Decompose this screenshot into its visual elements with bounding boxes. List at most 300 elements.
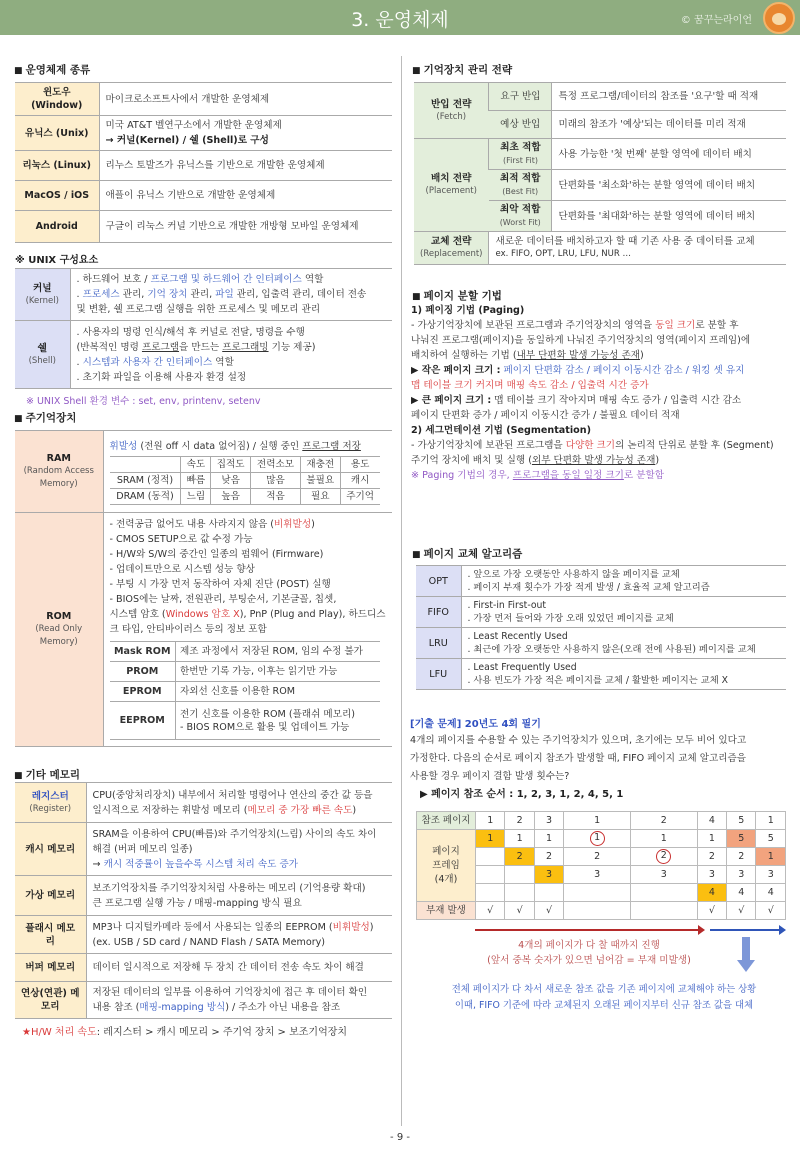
text-line bbox=[110, 439, 387, 454]
text-line bbox=[411, 378, 774, 393]
unix-row bbox=[15, 321, 392, 389]
strategy-item-name: 최적 적합 bbox=[500, 173, 541, 184]
frame-value: 1 bbox=[767, 851, 774, 862]
strategy-group-sub: (Replacement) bbox=[420, 249, 483, 259]
fault-cell: √ bbox=[505, 902, 534, 920]
red-arrow-icon bbox=[475, 929, 703, 931]
rich-text bbox=[77, 325, 387, 385]
text-line bbox=[93, 960, 387, 975]
section-os-types: ■ 운영체제 종류 bbox=[14, 62, 90, 77]
strategy-item-desc: 사용 가능한 '첫 번째' 분할 영역에 데이터 배치 bbox=[552, 139, 786, 170]
rom-type-name: Mask ROM bbox=[110, 642, 176, 662]
text-line bbox=[110, 532, 387, 547]
page-header bbox=[0, 0, 800, 35]
rom-type-name: EPROM bbox=[110, 682, 176, 702]
text-line bbox=[93, 881, 387, 896]
text-segment: 동일 크기 bbox=[655, 320, 696, 331]
text-segment: 2) 세그먼테이션 기법 (Segmentation) bbox=[411, 425, 591, 436]
frame-cell bbox=[697, 866, 726, 884]
rich-text bbox=[110, 439, 387, 454]
text-segment: 역할 bbox=[301, 274, 324, 285]
text-segment: - H/W와 S/W의 중간인 일종의 펌웨어 (Firmware) bbox=[109, 549, 324, 560]
text-segment: 프로그래밍 bbox=[222, 341, 269, 353]
exam-q3: 사용할 경우 페이지 결함 발생 횟수는? bbox=[410, 771, 570, 782]
rom-type-row bbox=[110, 682, 380, 702]
text-segment: 내부 단편화 발생 가능성 존재 bbox=[516, 350, 640, 361]
fault-cell: √ bbox=[697, 902, 726, 920]
text-segment: CPU(중앙처리장치) 내부에서 처리할 명령어나 연산의 중간 값 등을 bbox=[92, 789, 373, 801]
other-memory-row bbox=[15, 982, 392, 1019]
frame-value: 2 bbox=[546, 851, 553, 862]
algorithm-row bbox=[416, 597, 786, 628]
text-segment: ) bbox=[352, 804, 357, 816]
strategy-item-name: 예상 반입 bbox=[500, 119, 541, 130]
rich-text bbox=[93, 960, 387, 975]
frame-row bbox=[417, 830, 786, 848]
text-line bbox=[411, 393, 774, 408]
frame-value: 4 bbox=[767, 887, 774, 898]
frame-value: 3 bbox=[594, 869, 601, 880]
text-line bbox=[77, 340, 387, 355]
algorithm-row bbox=[416, 659, 786, 690]
text-line bbox=[22, 1025, 347, 1040]
text-line bbox=[77, 325, 387, 340]
strategy-row bbox=[414, 139, 786, 170]
rom-type-row bbox=[110, 662, 380, 682]
ram-table-cell: DRAM (동적) bbox=[110, 488, 181, 504]
ref-cell: 1 bbox=[756, 812, 786, 830]
text-line bbox=[93, 935, 387, 950]
algorithm-line1: . Least Recently Used bbox=[467, 631, 568, 642]
text-line bbox=[93, 827, 387, 842]
text-line bbox=[93, 896, 387, 911]
frame-cell bbox=[564, 848, 631, 866]
circled-value: 1 bbox=[590, 831, 605, 846]
algorithm-name: OPT bbox=[416, 566, 461, 597]
text-segment: - BIOS에는 날짜, 전원관리, 부팅순서, 기본글꼴, 칩셋, bbox=[109, 594, 337, 605]
text-segment: 을 만드는 bbox=[179, 341, 223, 353]
frame-cell bbox=[630, 848, 697, 866]
ref-cell: 1 bbox=[476, 812, 505, 830]
text-segment: 일시적으로 저장하는 휘발성 메모리 ( bbox=[92, 804, 248, 816]
ram-row bbox=[15, 431, 392, 513]
strategy-group-name: 교체 전략 bbox=[431, 236, 472, 247]
text-line bbox=[106, 92, 387, 107]
strategy-item-sub: (Best Fit) bbox=[502, 187, 539, 196]
algorithm-line2: . 페이지 부재 횟수가 가장 적게 발생 / 효율적 교체 알고리즘 bbox=[467, 582, 710, 593]
text-segment: ) bbox=[369, 921, 374, 933]
other-memory-row bbox=[15, 916, 392, 954]
text-segment: (전원 off 시 data 없어짐) / 실행 중인 bbox=[137, 440, 303, 452]
ram-label: RAM bbox=[46, 453, 71, 464]
unix-sub: (Kernel) bbox=[25, 295, 59, 306]
ram-table-cell: 낮음 bbox=[211, 472, 251, 488]
section-other-memory: ■ 기타 메모리 bbox=[14, 767, 80, 782]
ram-table-header: 속도 bbox=[181, 456, 211, 472]
text-line bbox=[106, 133, 387, 148]
text-line bbox=[106, 118, 387, 133]
blue-note-1: 전체 페이지가 다 차서 새로운 참조 값을 기존 페이지에 교체해야 하는 상황 bbox=[451, 984, 757, 995]
rich-text bbox=[106, 92, 387, 107]
text-segment: ) / 주소가 아닌 내용을 참조 bbox=[225, 1002, 341, 1013]
os-name: 리눅스 (Linux) bbox=[15, 151, 99, 181]
text-segment: - CMOS SETUP으로 값 수정 가능 bbox=[109, 534, 253, 545]
text-segment: 시스템과 사용자 간 인터페이스 bbox=[82, 356, 213, 368]
text-segment: 및 변환, 쉘 프로그램 실행을 위한 프로세스 및 메모리 관리 bbox=[76, 304, 321, 315]
frame-cell bbox=[534, 830, 563, 848]
text-line bbox=[411, 468, 774, 483]
os-table bbox=[15, 82, 392, 243]
lion-logo-icon bbox=[763, 2, 795, 34]
text-segment: 내용 참조 ( bbox=[92, 1002, 140, 1013]
frame-cell bbox=[476, 866, 505, 884]
text-segment: . 사용자의 명령 인식/해석 후 커널로 전달, 명령을 수행 bbox=[76, 326, 305, 338]
ram-sub: (Random Access Memory) bbox=[23, 466, 94, 489]
strategy-item-desc: 단편화를 '최소화'하는 분할 영역에 데이터 배치 bbox=[552, 170, 786, 201]
text-segment: 마이크로소프트사에서 개발한 운영체제 bbox=[105, 93, 270, 105]
frame-cell bbox=[534, 884, 563, 902]
text-segment: 주기억 장치에 배치 및 실행 ( bbox=[411, 455, 532, 466]
down-arrow-head-icon bbox=[737, 960, 755, 972]
strategy-item-sub: (First Fit) bbox=[502, 156, 538, 165]
frame-label: 페이지 bbox=[432, 845, 460, 857]
unix-heading: ※ UNIX 구성요소 bbox=[15, 255, 99, 266]
rom-type-desc: 한번만 기록 가능, 이후는 읽기만 가능 bbox=[180, 666, 338, 677]
rich-text bbox=[106, 118, 387, 148]
text-segment: 관리, 입출력 관리, 데이터 전송 bbox=[233, 289, 367, 300]
rom-sub: (Read Only Memory) bbox=[35, 624, 83, 647]
text-segment: ) bbox=[311, 519, 315, 530]
text-line bbox=[106, 158, 387, 173]
text-line bbox=[106, 188, 387, 203]
text-line bbox=[93, 985, 387, 1000]
frame-value: 2 bbox=[708, 851, 715, 862]
paging-text bbox=[411, 303, 774, 483]
frame-cell bbox=[697, 848, 726, 866]
text-line bbox=[411, 363, 774, 378]
text-line bbox=[77, 302, 387, 317]
strategy-item-name: 최초 적합 bbox=[500, 142, 541, 153]
exam-sequence: ▶ 페이지 참조 순서 : 1, 2, 3, 1, 2, 4, 5, 1 bbox=[420, 789, 624, 800]
ram-table-cell: 캐시 bbox=[340, 472, 379, 488]
text-segment: 구글이 리눅스 커널 기반으로 개발한 개방형 모바일 운영체제 bbox=[105, 221, 359, 232]
text-segment: 데이터 일시적으로 저장해 두 장치 간 데이터 전송 속도 차이 해결 bbox=[92, 962, 364, 973]
text-line bbox=[77, 287, 387, 302]
strategy-item-sub: (Worst Fit) bbox=[499, 218, 541, 227]
frame-value: 2 bbox=[516, 851, 523, 862]
rich-text bbox=[110, 517, 387, 637]
text-segment: ) bbox=[640, 350, 644, 361]
algorithm-line2: . 사용 빈도가 가장 적은 페이지를 교체 / 활발한 페이지는 교체 X bbox=[467, 675, 729, 686]
memory-name: 레지스터 bbox=[31, 790, 69, 802]
text-line bbox=[93, 803, 387, 818]
text-line bbox=[110, 517, 387, 532]
frame-value: 3 bbox=[708, 869, 715, 880]
text-segment: 다양한 크기 bbox=[565, 440, 616, 451]
unix-name: 쉘 bbox=[37, 342, 47, 354]
rich-text bbox=[106, 158, 387, 173]
rom-type-row bbox=[110, 642, 380, 662]
os-name: MacOS / iOS bbox=[15, 181, 99, 211]
frame-value: 2 bbox=[594, 851, 601, 862]
text-line bbox=[110, 577, 387, 592]
rom-type-desc: 자외선 신호를 이용한 ROM bbox=[180, 686, 296, 697]
column-divider bbox=[401, 56, 402, 1126]
text-segment: MP3나 디지털카메라 등에서 사용되는 일종의 EEPROM ( bbox=[92, 921, 333, 933]
rich-text bbox=[93, 788, 387, 818]
page-number: - 9 - bbox=[390, 1132, 410, 1143]
text-line bbox=[411, 423, 774, 438]
os-row bbox=[15, 83, 392, 116]
ram-table-header: 전력소모 bbox=[251, 456, 301, 472]
ref-cell: 1 bbox=[564, 812, 631, 830]
frame-label: 프레임 bbox=[432, 859, 460, 871]
frame-cell bbox=[534, 848, 563, 866]
text-segment: 페이지 단편화 증가 / 페이지 이동시간 증가 / 불필요 데이터 적재 bbox=[411, 410, 680, 421]
frame-value: 1 bbox=[708, 833, 715, 844]
frame-value: 2 bbox=[738, 851, 745, 862]
text-line bbox=[110, 607, 387, 622]
frame-value: 1 bbox=[546, 833, 553, 844]
frame-cell bbox=[756, 830, 786, 848]
text-segment: 리누스 토발즈가 유닉스를 기반으로 개발한 운영체제 bbox=[105, 160, 325, 171]
frame-cell bbox=[476, 884, 505, 902]
text-segment: Windows 암호 X bbox=[165, 609, 240, 620]
frame-cell bbox=[505, 848, 534, 866]
ram-table-cell: 필요 bbox=[300, 488, 340, 504]
ram-table-header bbox=[110, 456, 181, 472]
strategy-desc: 새로운 데이터를 배치하고자 할 때 기존 사용 중 데이터를 교체 bbox=[495, 236, 755, 247]
frame-cell bbox=[630, 866, 697, 884]
other-memory-row bbox=[15, 954, 392, 982]
text-segment: - 가상기억장치에 보관된 프로그램과 주기억장치의 영역을 bbox=[411, 320, 656, 331]
unix-row bbox=[15, 269, 392, 321]
ref-cell: 5 bbox=[727, 812, 756, 830]
unix-name: 커널 bbox=[32, 282, 52, 294]
unix-sub: (Shell) bbox=[28, 355, 56, 366]
frame-value: 1 bbox=[516, 833, 523, 844]
down-arrow-icon bbox=[742, 937, 750, 961]
memory-name: 플래시 메모리 bbox=[25, 922, 76, 947]
text-line bbox=[110, 562, 387, 577]
text-segment: → bbox=[92, 858, 104, 870]
strategy-row bbox=[414, 232, 786, 265]
page-title: 3. 운영체제 bbox=[351, 9, 449, 31]
sram-dram-table bbox=[110, 456, 380, 505]
text-segment: ), PnP (Plug and Play), 하드디스 bbox=[239, 609, 386, 620]
frame-value: 1 bbox=[660, 833, 667, 844]
text-line bbox=[93, 1000, 387, 1015]
frame-cell bbox=[564, 884, 631, 902]
memory-name: 버퍼 메모리 bbox=[25, 962, 76, 973]
section-main-memory: ■ 주기억장치 bbox=[14, 410, 76, 425]
text-segment: 프로그램 저장 bbox=[302, 440, 361, 452]
other-memory-row bbox=[15, 876, 392, 916]
text-segment: 기능 제공) bbox=[268, 341, 316, 353]
text-segment: 프로그램 bbox=[141, 341, 180, 353]
ram-table-cell: 느림 bbox=[181, 488, 211, 504]
text-line bbox=[411, 303, 774, 318]
rom-type-desc2: - BIOS ROM으로 활용 및 업데이트 가능 bbox=[180, 721, 350, 733]
frame-cell bbox=[727, 830, 756, 848]
text-segment: - 가상기억장치에 보관된 프로그램을 bbox=[411, 440, 566, 451]
memory-name: 가상 메모리 bbox=[25, 890, 76, 901]
text-line bbox=[411, 438, 774, 453]
text-line bbox=[93, 920, 387, 935]
text-segment: 비휘발성 bbox=[332, 921, 370, 933]
strategy-group-sub: (Placement) bbox=[425, 186, 477, 196]
frame-cell bbox=[564, 866, 631, 884]
text-line bbox=[411, 318, 774, 333]
text-segment: ▶ 큰 페이지 크기 : bbox=[411, 395, 492, 406]
ram-table-header: 집적도 bbox=[211, 456, 251, 472]
fault-cell bbox=[564, 902, 631, 920]
rom-type-desc: 제조 과정에서 저장된 ROM, 임의 수정 불가 bbox=[180, 646, 363, 657]
ref-cell: 3 bbox=[534, 812, 563, 830]
text-segment: - 업데이트만으로 시스템 성능 향상 bbox=[109, 564, 255, 575]
algorithm-name: LFU bbox=[416, 659, 461, 690]
text-segment: 외부 단편화 발생 가능성 존재 bbox=[531, 455, 656, 466]
ram-table-cell: SRAM (정적) bbox=[110, 472, 181, 488]
other-memory-row bbox=[15, 823, 392, 876]
text-segment: 휘발성 bbox=[109, 440, 138, 452]
text-segment: 관리, bbox=[119, 289, 148, 300]
text-segment: 해결 (버퍼 메모리 일종) bbox=[92, 843, 193, 855]
other-memory-row bbox=[15, 783, 392, 823]
text-line bbox=[411, 348, 774, 363]
frame-value: 3 bbox=[738, 869, 745, 880]
strategy-desc2: ex. FIFO, OPT, LRU, LFU, NUR … bbox=[495, 249, 631, 259]
unix-shell-note: ※ UNIX Shell 환경 변수 : set, env, printenv, setenv bbox=[26, 396, 261, 407]
rich-text bbox=[77, 272, 387, 317]
fault-cell: √ bbox=[476, 902, 505, 920]
text-segment: - 부팅 시 가장 먼저 동작하여 자체 진단 (POST) 실행 bbox=[109, 579, 331, 590]
strategy-row bbox=[414, 83, 786, 111]
text-segment: 페이지 단편화 감소 / 페이지 이동시간 감소 / 워킹 셋 유지 bbox=[500, 365, 745, 376]
text-line bbox=[77, 272, 387, 287]
os-name: Android bbox=[15, 211, 99, 243]
copyright: © 꿈꾸는라이언 bbox=[680, 15, 752, 26]
other-memory-table bbox=[15, 782, 392, 1019]
fault-cell bbox=[630, 902, 697, 920]
strategy-group-sub: (Fetch) bbox=[436, 111, 467, 122]
rom-types-table bbox=[110, 641, 380, 740]
rom-type-row bbox=[110, 702, 380, 740]
rich-text bbox=[93, 985, 387, 1015]
frame-cell bbox=[505, 866, 534, 884]
frame-cell bbox=[727, 866, 756, 884]
frame-value: 5 bbox=[738, 833, 745, 844]
ref-cell: 4 bbox=[697, 812, 726, 830]
strategy-group-name: 배치 전략 bbox=[431, 173, 472, 184]
fault-cell: √ bbox=[534, 902, 563, 920]
frame-value: 4 bbox=[708, 887, 715, 898]
text-line bbox=[411, 408, 774, 423]
algorithm-line1: . Least Frequently Used bbox=[467, 662, 577, 673]
strategy-item-desc: 단편화를 '최대화'하는 분할 영역에 데이터 배치 bbox=[552, 201, 786, 232]
frame-label: (4개) bbox=[434, 873, 458, 885]
strategy-item-name: 요구 반입 bbox=[500, 91, 541, 102]
exam-q2: 가정한다. 다음의 순서로 페이지 참조가 발생할 때, FIFO 페이지 교체 알고리즘을 bbox=[410, 753, 747, 764]
text-segment: . bbox=[76, 289, 83, 300]
os-row bbox=[15, 116, 392, 151]
memory-sub: (Register) bbox=[29, 803, 72, 814]
circled-value: 2 bbox=[656, 849, 671, 864]
main-memory-table bbox=[15, 430, 392, 747]
rom-type-name: EEPROM bbox=[110, 702, 176, 740]
ref-cell: 2 bbox=[630, 812, 697, 830]
memory-name: 캐시 메모리 bbox=[25, 843, 76, 855]
text-segment: 미국 AT&T 벨연구소에서 개발한 운영체제 bbox=[105, 120, 282, 131]
frame-cell bbox=[534, 866, 563, 884]
text-segment: 비휘발성 bbox=[274, 519, 312, 530]
ram-table-cell: 빠름 bbox=[181, 472, 211, 488]
rich-text bbox=[93, 881, 387, 911]
text-segment: 캐시 적중률이 높을수록 시스템 처리 속도 증가 bbox=[103, 858, 298, 870]
strategy-item-name: 최악 적합 bbox=[500, 204, 541, 215]
frame-cell bbox=[505, 830, 534, 848]
algorithm-line1: . First-in First-out bbox=[467, 600, 547, 611]
algorithm-line2: . 가장 먼저 들어와 가장 오래 있었던 페이지를 교체 bbox=[467, 613, 674, 624]
text-segment: 맵 테이블 크기 작아지며 매핑 속도 증가 / 입출력 시간 감소 bbox=[491, 395, 742, 406]
text-segment: → 커널(Kernel) / 쉘 (Shell)로 구성 bbox=[105, 135, 269, 146]
text-segment: 로 분할함 bbox=[623, 470, 665, 481]
text-segment: 크 타입, 안티바이러스 등의 정보 포함 bbox=[109, 624, 267, 635]
text-segment: (ex. USB / SD card / NAND Flash / SATA Memory) bbox=[92, 936, 326, 948]
ref-label: 참조 페이지 bbox=[417, 812, 476, 830]
frame-cell bbox=[756, 884, 786, 902]
frame-cell bbox=[476, 830, 505, 848]
frame-cell bbox=[630, 884, 697, 902]
fault-row bbox=[417, 902, 786, 920]
text-segment: 큰 프로그램 실행 가능 / 매핑-mapping 방식 필요 bbox=[92, 897, 302, 909]
text-line bbox=[110, 547, 387, 562]
red-note-1: 4개의 페이지가 다 찰 때까지 진행 bbox=[518, 940, 660, 951]
text-segment: (반복적인 명령 bbox=[76, 341, 142, 353]
text-segment: 프로세스 bbox=[82, 289, 120, 300]
exam-title: [기출 문제] 20년도 4회 필기 bbox=[410, 719, 541, 730]
frame-cell bbox=[476, 848, 505, 866]
text-line bbox=[106, 219, 387, 234]
text-line bbox=[77, 355, 387, 370]
algorithm-name: FIFO bbox=[416, 597, 461, 628]
text-line bbox=[77, 370, 387, 385]
ram-table-cell: 불필요 bbox=[300, 472, 340, 488]
ram-table-cell: 적음 bbox=[251, 488, 301, 504]
frame-value: 3 bbox=[546, 869, 553, 880]
algorithm-line2: . 최근에 가장 오랫동안 사용하지 않은(오래 전에 사용된) 페이지를 교체 bbox=[467, 644, 756, 655]
text-segment: 저장된 데이터의 일부를 이용하여 기억장치에 접근 후 데이터 확인 bbox=[92, 987, 368, 998]
text-segment: 매핑-mapping 방식 bbox=[139, 1002, 226, 1013]
algorithm-row bbox=[416, 566, 786, 597]
section-page-replacement: ■ 페이지 교체 알고리즘 bbox=[412, 546, 522, 561]
frame-cell bbox=[727, 848, 756, 866]
frame-cell bbox=[505, 884, 534, 902]
section-page-division: ■ 페이지 분할 기법 bbox=[412, 288, 502, 303]
text-segment: 애플이 유닉스 기반으로 개발한 운영체제 bbox=[105, 190, 276, 201]
ram-table-cell: 주기억 bbox=[340, 488, 379, 504]
text-segment: 프로그램 및 하드웨어 간 인터페이스 bbox=[150, 274, 302, 285]
text-segment: 나눠진 프로그램(페이지)을 동일하게 나눠진 주기억장치의 영역(페이지 프레임)에 bbox=[411, 335, 751, 346]
text-segment: 기억 장치 bbox=[147, 289, 188, 300]
frame-value: 4 bbox=[738, 887, 745, 898]
rich-text bbox=[93, 920, 387, 950]
frame-cell bbox=[756, 866, 786, 884]
text-line bbox=[411, 453, 774, 468]
strategy-group-name: 반입 전략 bbox=[431, 98, 472, 110]
text-line bbox=[93, 842, 387, 857]
rom-row bbox=[15, 513, 392, 747]
